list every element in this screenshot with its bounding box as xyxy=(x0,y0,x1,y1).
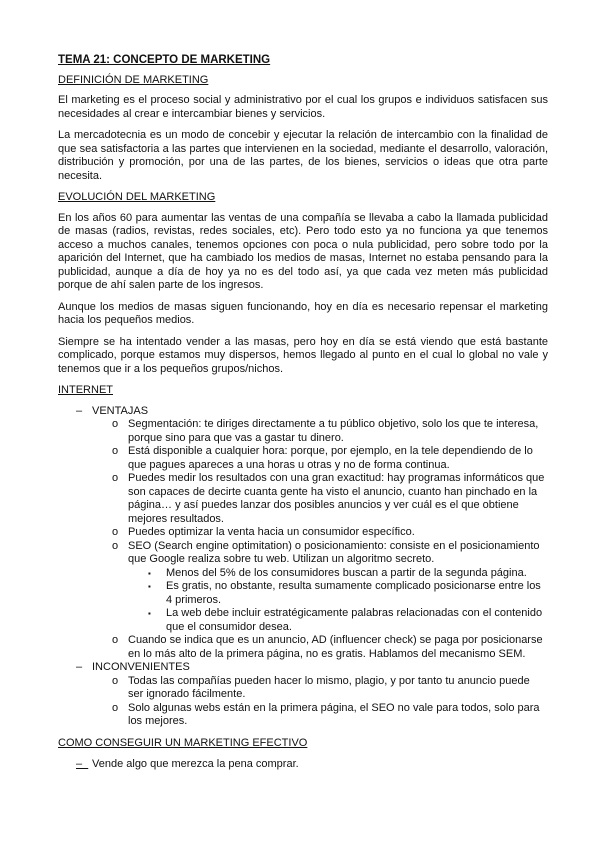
paragraph-evolucion-1: En los años 60 para aumentar las ventas de una compañía se llevaba a cabo la llamada publicidad de masas (radios, revistas, redes sociales, etc). Pero todo esto ya no funciona ya que tenemos acceso a muchos canales, tenemos opciones con poca o nula publicidad, pero sobre todo por la aparición del Internet, que ha cambiado los medios de masas, Internet no estaba pensando para la publicidad, aunque a día de hoy ya no es del todo así, ya que cada vez meten más publicidad porque de ahí salen parte de los ingresos. xyxy=(58,211,548,291)
list-item xyxy=(58,580,548,607)
dash-bullet: – xyxy=(76,404,83,417)
list-item xyxy=(58,675,548,702)
square-bullet: ▪ xyxy=(148,568,151,578)
paragraph-definicion-2: La mercadotecnia es un modo de concebir y ejecutar la relación de intercambio con la finalidad de que sea satisfactoria a las partes que intervienen en la sociedad, mediante el desarrollo, valoración, distribución y promoción, por una de las partes, de los bienes, servicios o ideas que otra parte necesita. xyxy=(58,129,548,182)
list-item-text: Solo algunas webs están en la primera página, el SEO no vale para todos, solo para los mejores. xyxy=(128,701,540,727)
dash-bullet: – xyxy=(76,758,89,770)
list-item-text: Puedes optimizar la venta hacia un consumidor específico. xyxy=(128,526,415,538)
dash-bullet: – xyxy=(76,661,83,673)
document-title: TEMA 21: CONCEPTO DE MARKETING xyxy=(58,54,271,66)
document-page xyxy=(58,54,548,772)
list-item-ventajas xyxy=(58,405,548,419)
paragraph-evolucion-2: Aunque los medios de masas siguen funcionando, hoy en día es necesario repensar el marketing hacia los pequeños medios. xyxy=(58,300,548,326)
list-item-conseguir xyxy=(58,758,548,772)
list-item xyxy=(58,445,548,472)
list-item-text: Es gratis, no obstante, resulta sumamente complicado posicionarse entre los 4 primeros. xyxy=(166,580,541,606)
circle-bullet: o xyxy=(112,445,119,457)
list-item xyxy=(58,472,548,526)
circle-bullet: o xyxy=(112,634,119,646)
list-item-text: Cuando se indica que es un anuncio, AD (influencer check) se paga por posicionarse en lo más alto de la primera página, no es gratis. Hablamos del mecanismo SEM. xyxy=(128,634,543,660)
circle-bullet: o xyxy=(112,674,119,687)
list-item xyxy=(58,540,548,567)
list-item-text: SEO (Search engine optimitation) o posicionamiento: consiste en el posicionamiento que Google realiza sobre tu web. Utilizan un algoritmo secreto. xyxy=(128,539,540,565)
list-item xyxy=(58,526,548,540)
inconvenientes-label: INCONVENIENTES xyxy=(92,661,190,673)
heading-evolucion: EVOLUCIÓN DEL MARKETING xyxy=(58,191,216,203)
square-bullet: ▪ xyxy=(148,609,151,618)
heading-internet: INTERNET xyxy=(58,384,113,396)
list-item-text: Vende algo que merezca la pena comprar. xyxy=(92,758,299,770)
list-item-text: La web debe incluir estratégicamente palabras relacionadas con el contenido que el consumidor desea. xyxy=(166,607,543,633)
circle-bullet: o xyxy=(112,539,119,552)
list-item xyxy=(58,607,548,634)
ventajas-label: VENTAJAS xyxy=(92,404,149,417)
list-item xyxy=(58,567,548,581)
heading-definicion: DEFINICIÓN DE MARKETING xyxy=(58,73,209,86)
paragraph-evolucion-3: Siempre se ha intentado vender a las masas, pero hoy en día se está viendo que está bastante complicado, porque estamos muy dispersos, hemos llegado al punto en el cual lo global no vale y tenemos que ir a los pequeños grupos/nichos. xyxy=(58,335,548,375)
internet-list xyxy=(58,405,548,729)
paragraph-definicion-1: El marketing es el proceso social y administrativo por el cual los grupos e individuos satisfacen sus necesidades al crear e intercambiar bienes y servicios. xyxy=(58,94,548,120)
list-item-text: Segmentación: te diriges directamente a tu público objetivo, solo los que te interesa, porque sino para que vas a gastar tu dinero. xyxy=(128,418,539,444)
list-item-text: Está disponible a cualquier hora: porque, por ejemplo, en la tele dependiendo de lo que pagues apareces a una horas u otras y no de forma continua. xyxy=(128,445,533,471)
list-item-text: Menos del 5% de los consumidores buscan a partir de la segunda página. xyxy=(166,566,527,579)
heading-conseguir: COMO CONSEGUIR UN MARKETING EFECTIVO xyxy=(58,736,308,749)
list-item xyxy=(58,418,548,445)
list-item xyxy=(58,702,548,729)
square-bullet: ▪ xyxy=(148,582,151,591)
circle-bullet: o xyxy=(112,526,119,538)
circle-bullet: o xyxy=(112,472,119,484)
list-item-text: Puedes medir los resultados con una gran exactitud: hay programas informáticos que son capaces de decirte cuanta gente ha visto el anuncio, cuanto han pinchado en la página… y así puedes lanzar dos posibles anuncios y ver cuál es el que obtiene mejores resultados. xyxy=(128,472,545,525)
list-item xyxy=(58,634,548,661)
circle-bullet: o xyxy=(112,701,119,714)
circle-bullet: o xyxy=(112,418,119,430)
list-item-inconvenientes xyxy=(58,661,548,675)
list-item-text: Todas las compañías pueden hacer lo mismo, plagio, y por tanto tu anuncio puede ser ignorado fácilmente. xyxy=(128,674,530,700)
